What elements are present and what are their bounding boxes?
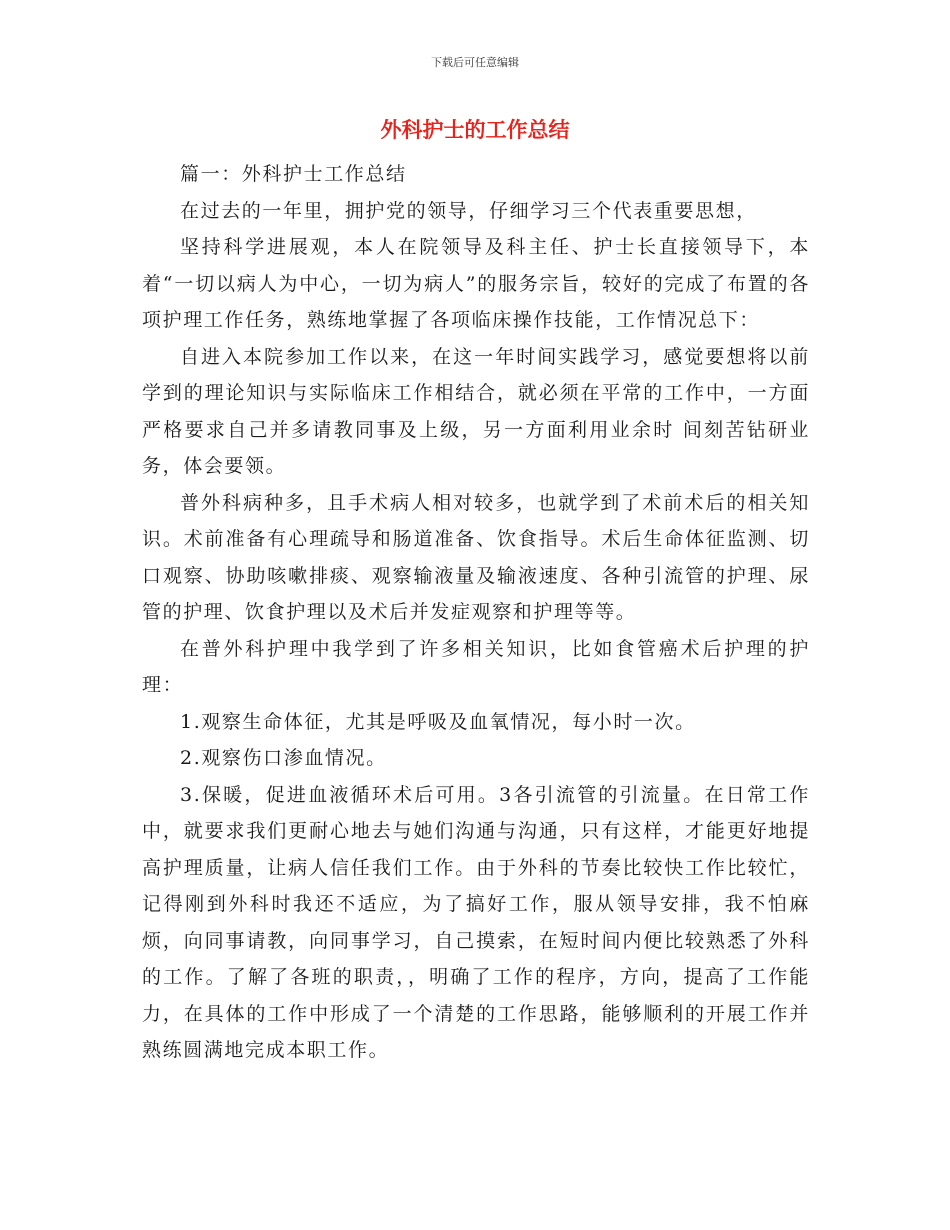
list-item: 2.观察伤口渗血情况。 (180, 747, 387, 769)
paragraph: 坚持科学进展观，本人在院领导及科主任、护士长直接领导下，本着“一切以病人为中心，一切为病人”的服务宗旨，较好的完成了布置的各项护理工作任务，熟练地掌握了各项临床操作技能，工作情况总下： (142, 236, 810, 331)
paragraph: 在过去的一年里，拥护党的领导，仔细学习三个代表重要思想， (180, 199, 757, 222)
paragraph: 自进入本院参加工作以来，在这一年时间实践学习，感觉要想将以前学到的理论知识与实际临床工作相结合，就必须在平常的工作中，一方面严格要求自己并多请教同事及上级，另一方面利用业余时 间刻苦钻研业务，体会要领。 (142, 345, 810, 477)
header-note: 下载后可任意编辑 (431, 56, 519, 69)
document-body (142, 156, 810, 1069)
paragraph: 在普外科护理中我学到了许多相关知识，比如食管癌术后护理的护理： (142, 637, 810, 696)
list-item: 1.观察生命体征，尤其是呼吸及血氧情况，每小时一次。 (180, 710, 696, 733)
paragraph: 普外科病种多，且手术病人相对较多，也就学到了术前术后的相关知识。术前准备有心理疏导和肠道准备、饮食指导。术后生命体征监测、切口观察、协助咳嗽排痰、观察输液量及输液速度、各种引流管的护理、尿管的护理、饮食护理以及术后并发症观察和护理等等。 (142, 491, 810, 623)
document-title: 外科护士的工作总结 (380, 118, 570, 142)
list-item: 3.保暖，促进血液循环术后可用。3各引流管的引流量。在日常工作中，就要求我们更耐心地去与她们沟通与沟通，只有这样，才能更好地提高护理质量，让病人信任我们工作。由于外科的节奏比较快工作比较忙，记得刚到外科时我还不适应，为了搞好工作，服从领导安排，我不怕麻烦，向同事请教，向同事学习，自己摸索，在短时间内便比较熟悉了外科的工作。了解了各班的职责，，明确了工作的程序，方向，提高了工作能力，在具体的工作中形成了一个清楚的工作思路，能够顺利的开展工作并熟练圆满地完成本职工作。 (142, 783, 810, 1061)
section-heading: 篇一：外科护士工作总结 (180, 163, 407, 185)
